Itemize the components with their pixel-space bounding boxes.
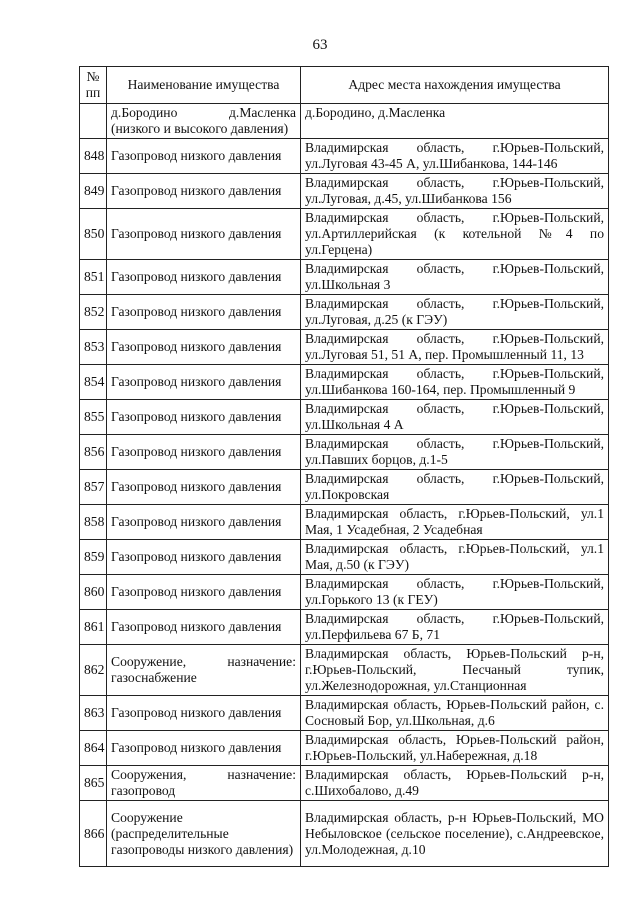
row-number xyxy=(80,104,107,139)
row-number: 866 xyxy=(80,801,107,867)
row-number: 862 xyxy=(80,645,107,696)
property-table xyxy=(79,66,609,867)
row-property-name: Газопровод низкого давления xyxy=(107,209,301,260)
row-property-name: Газопровод низкого давления xyxy=(107,696,301,731)
row-address: Владимирская область, г.Юрьев-Польский, ул.Школьная 3 xyxy=(301,260,609,295)
row-property-name: Газопровод низкого давления xyxy=(107,174,301,209)
row-property-name: Газопровод низкого давления xyxy=(107,505,301,540)
row-address: Владимирская область, р-н Юрьев-Польский, МО Небыловское (сельское поселение), с.Андреевское, ул.Молодежная, д.10 xyxy=(301,801,609,867)
row-address: Владимирская область, г.Юрьев-Польский, ул.1 Мая, д.50 (к ГЭУ) xyxy=(301,540,609,575)
page-number: 63 xyxy=(312,37,328,53)
row-address: Владимирская область, г.Юрьев-Польский, ул.Луговая 43-45 А, ул.Шибанкова, 144-146 xyxy=(301,139,609,174)
row-property-name: Газопровод низкого давления xyxy=(107,575,301,610)
row-number: 860 xyxy=(80,575,107,610)
row-address: д.Бородино, д.Масленка xyxy=(301,104,609,139)
row-number: 852 xyxy=(80,295,107,330)
table-row xyxy=(80,575,609,610)
row-address: Владимирская область, г.Юрьев-Польский, ул.Павших борцов, д.1-5 xyxy=(301,435,609,470)
row-address: Владимирская область, г.Юрьев-Польский, ул.Артиллерийская (к котельной №4 по ул.Герцена) xyxy=(301,209,609,260)
row-property-name: Газопровод низкого давления xyxy=(107,435,301,470)
row-number: 848 xyxy=(80,139,107,174)
table-row xyxy=(80,696,609,731)
row-address: Владимирская область, Юрьев-Польский район, г.Юрьев-Польский, ул.Набережная, д.18 xyxy=(301,731,609,766)
row-address: Владимирская область, г.Юрьев-Польский, ул.Школьная 4 А xyxy=(301,400,609,435)
table-row xyxy=(80,174,609,209)
row-address: Владимирская область, г.Юрьев-Польский, ул.Перфильева 67 Б, 71 xyxy=(301,610,609,645)
row-property-name: д.Бородино д.Масленка (низкого и высокого давления) xyxy=(107,104,301,139)
table-row xyxy=(80,435,609,470)
row-number: 853 xyxy=(80,330,107,365)
row-address: Владимирская область, г.Юрьев-Польский, ул.Луговая 51, 51 А, пер. Промышленный 11, 13 xyxy=(301,330,609,365)
row-address: Владимирская область, г.Юрьев-Польский, ул.Шибанкова 160-164, пер. Промышленный 9 xyxy=(301,365,609,400)
row-property-name: Сооружение (распределительные газопроводы низкого давления) xyxy=(107,801,301,867)
table-row xyxy=(80,400,609,435)
row-number: 856 xyxy=(80,435,107,470)
row-property-name: Газопровод низкого давления xyxy=(107,260,301,295)
table-row xyxy=(80,209,609,260)
table-row xyxy=(80,330,609,365)
row-address: Владимирская область, Юрьев-Польский р-н, с.Шихобалово, д.49 xyxy=(301,766,609,801)
row-number: 849 xyxy=(80,174,107,209)
row-property-name: Газопровод низкого давления xyxy=(107,400,301,435)
row-property-name: Газопровод низкого давления xyxy=(107,295,301,330)
row-address: Владимирская область, Юрьев-Польский р-н, г.Юрьев-Польский, Песчаный тупик, ул.Железнодорожная, ул.Станционная xyxy=(301,645,609,696)
table-row xyxy=(80,260,609,295)
row-number: 851 xyxy=(80,260,107,295)
table-row xyxy=(80,540,609,575)
row-number: 855 xyxy=(80,400,107,435)
header-number: № пп xyxy=(80,67,107,104)
table-row xyxy=(80,470,609,505)
row-address: Владимирская область, г.Юрьев-Польский, ул.Луговая, д.25 (к ГЭУ) xyxy=(301,295,609,330)
row-address: Владимирская область, Юрьев-Польский район, с. Сосновый Бор, ул.Школьная, д.6 xyxy=(301,696,609,731)
row-number: 861 xyxy=(80,610,107,645)
table-row xyxy=(80,766,609,801)
row-number: 859 xyxy=(80,540,107,575)
table-row xyxy=(80,505,609,540)
row-number: 865 xyxy=(80,766,107,801)
row-address: Владимирская область, г.Юрьев-Польский, ул.1 Мая, 1 Усадебная, 2 Усадебная xyxy=(301,505,609,540)
table-row xyxy=(80,139,609,174)
table-row xyxy=(80,801,609,867)
table-row xyxy=(80,645,609,696)
row-number: 858 xyxy=(80,505,107,540)
row-property-name: Сооружение, назначение: газоснабжение xyxy=(107,645,301,696)
header-address: Адрес места нахождения имущества xyxy=(301,67,609,104)
row-number: 864 xyxy=(80,731,107,766)
row-address: Владимирская область, г.Юрьев-Польский, ул.Покровская xyxy=(301,470,609,505)
row-number: 863 xyxy=(80,696,107,731)
row-property-name: Газопровод низкого давления xyxy=(107,139,301,174)
row-number: 850 xyxy=(80,209,107,260)
table-row xyxy=(80,365,609,400)
table-row xyxy=(80,104,609,139)
row-property-name: Сооружения, назначение: газопровод xyxy=(107,766,301,801)
header-property-name: Наименование имущества xyxy=(107,67,301,104)
table-row xyxy=(80,610,609,645)
row-property-name: Газопровод низкого давления xyxy=(107,610,301,645)
row-address: Владимирская область, г.Юрьев-Польский, ул.Луговая, д.45, ул.Шибанкова 156 xyxy=(301,174,609,209)
table-row xyxy=(80,731,609,766)
row-number: 857 xyxy=(80,470,107,505)
table-row xyxy=(80,295,609,330)
row-property-name: Газопровод низкого давления xyxy=(107,731,301,766)
row-property-name: Газопровод низкого давления xyxy=(107,470,301,505)
row-property-name: Газопровод низкого давления xyxy=(107,330,301,365)
row-number: 854 xyxy=(80,365,107,400)
table-header-row xyxy=(80,67,609,104)
row-address: Владимирская область, г.Юрьев-Польский, ул.Горького 13 (к ГЕУ) xyxy=(301,575,609,610)
row-property-name: Газопровод низкого давления xyxy=(107,365,301,400)
row-property-name: Газопровод низкого давления xyxy=(107,540,301,575)
